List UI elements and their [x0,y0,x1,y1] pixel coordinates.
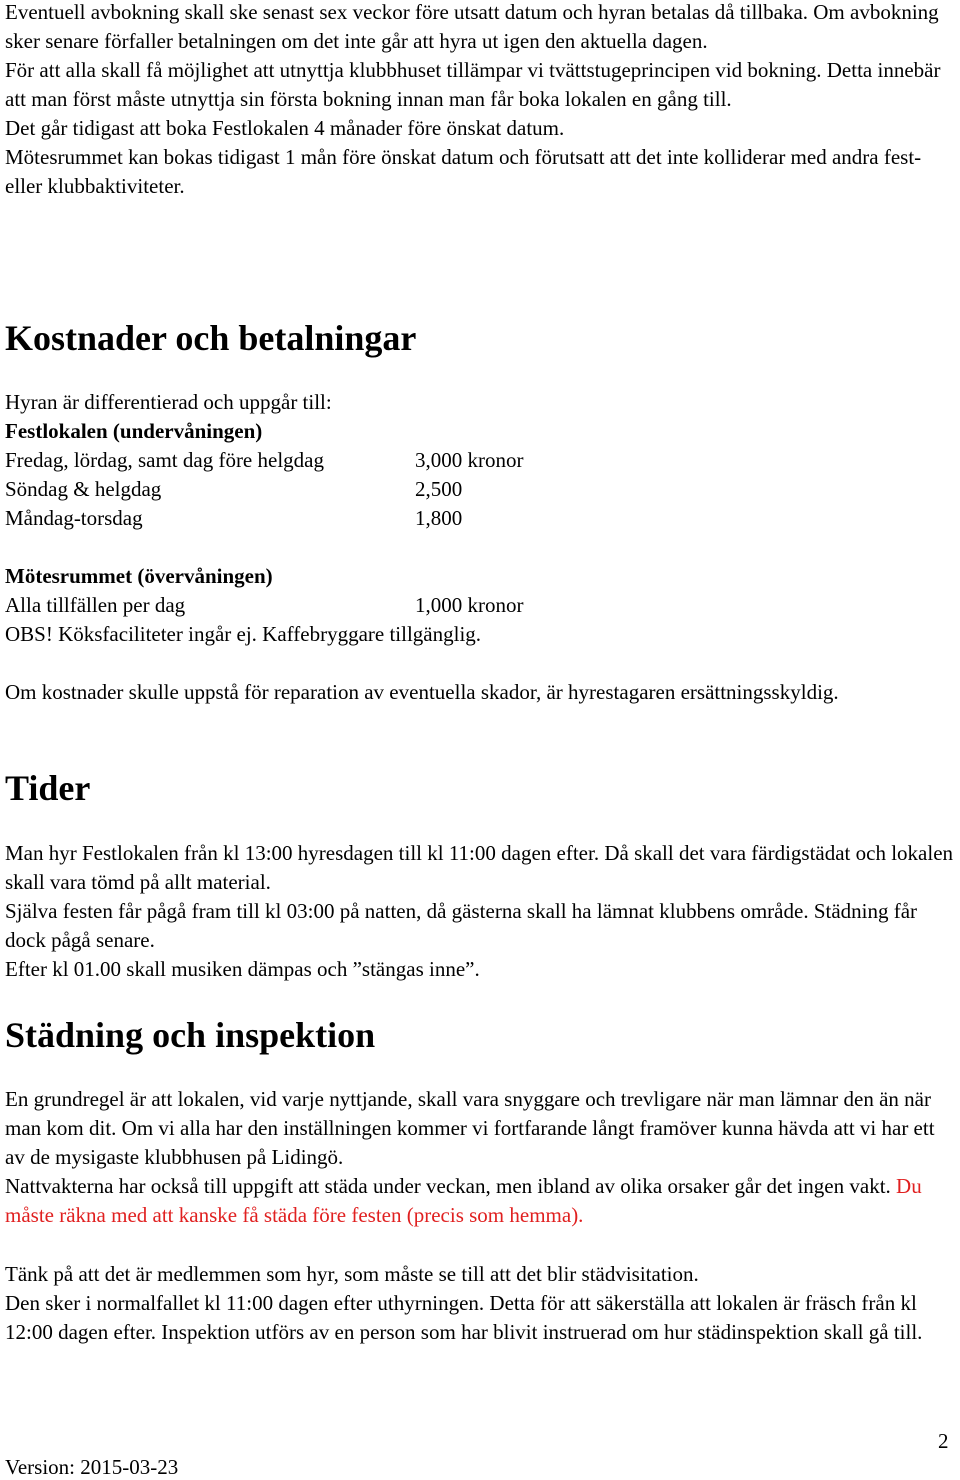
price-row [5,446,955,475]
price-label: Fredag, lördag, samt dag före helgdag [5,448,324,472]
costs-section [5,388,955,533]
booking-section [5,0,955,201]
booking-motesrum-paragraph: Mötesrummet kan bokas tidigast 1 mån före önskat datum och förutsatt att det inte kolliderar med andra fest- eller klubbaktiviteter. [5,145,922,198]
damage-paragraph: Om kostnader skulle uppstå för reparation av eventuella skador, är hyrestagaren ersättningsskyldig. [5,680,839,704]
version-footer: Version: 2015-03-23 [5,1455,179,1479]
price-value: 1,000 kronor [415,593,524,617]
times-rental-paragraph: Man hyr Festlokalen från kl 13:00 hyresdagen till kl 11:00 dagen efter. Då skall det vara färdigstädat och lokalen skall vara tömd på allt material. [5,841,954,894]
motesrum-title: Mötesrummet (övervåningen) [5,564,273,588]
price-row [5,475,955,504]
cleaning-rule-paragraph: En grundregel är att lokalen, vid varje nyttjande, skall vara snyggare och trevligare när man lämnar den än när man kom dit. Om vi alla har den inställningen kommer vi fortfarande långt framöver kunna hävda att vi har ett av de mysigaste klubbhusen på Lidingö. [5,1087,935,1169]
inspection-section [5,1260,955,1347]
booking-principle-paragraph: För att alla skall få möjlighet att utnyttja klubbhuset tillämpar vi tvättstugeprincipen vid bokning. Detta innebär att man först måste utnyttja sin första bokning innan man får boka lokalen en gång till. [5,58,941,111]
price-value: 1,800 [415,506,463,530]
cleaning-section [5,1085,955,1230]
damage-section [5,678,955,707]
cleaning-nightwatch-text: Nattvakterna har också till uppgift att städa under veckan, men ibland av olika orsaker går det ingen vakt. [5,1174,891,1198]
times-party-paragraph: Själva festen får pågå fram till kl 03:00 på natten, då gästerna skall ha lämnat klubbens område. Städning får dock pågå senare. [5,899,918,952]
booking-cancellation-paragraph: Eventuell avbokning skall ske senast sex veckor före utsatt datum och hyran betalas då tillbaka. Om avbokning sker senare förfaller betalningen om det inte går att hyra ut igen den aktuella dagen. [5,0,939,53]
booking-festlokal-paragraph: Det går tidigast att boka Festlokalen 4 månader före önskat datum. [5,116,565,140]
cleaning-warning-text: Du måste räkna med att kanske få städa före festen (precis som hemma). [5,1174,922,1227]
motesrum-section [5,562,955,649]
obs-note: OBS! Köksfaciliteter ingår ej. Kaffebryggare tillgänglig. [5,622,482,646]
times-section [5,839,955,984]
price-value: 2,500 [415,477,463,501]
price-label: Alla tillfällen per dag [5,593,186,617]
costs-intro: Hyran är differentierad och uppgår till: [5,390,332,414]
cleaning-nightwatch-paragraph [5,1172,955,1230]
price-row [5,504,955,533]
price-value: 3,000 kronor [415,448,524,472]
cleaning-heading: Städning och inspektion [5,1015,376,1055]
price-label: Söndag & helgdag [5,477,162,501]
price-row [5,591,955,620]
costs-heading: Kostnader och betalningar [5,318,417,358]
festlokal-title: Festlokalen (undervåningen) [5,419,263,443]
times-heading: Tider [5,768,91,808]
inspection-time-paragraph: Den sker i normalfallet kl 11:00 dagen efter uthyrningen. Detta för att säkerställa att lokalen är fräsch från kl 12:00 dagen efter. Inspektion utförs av en person som har blivit instruerad om hur städinspektion skall gå till. [5,1291,923,1344]
times-music-paragraph: Efter kl 01.00 skall musiken dämpas och ”stängas inne”. [5,957,480,981]
page-number: 2 [938,1429,949,1453]
price-label: Måndag-torsdag [5,506,143,530]
inspection-member-paragraph: Tänk på att det är medlemmen som hyr, som måste se till att det blir städvisitation. [5,1262,699,1286]
